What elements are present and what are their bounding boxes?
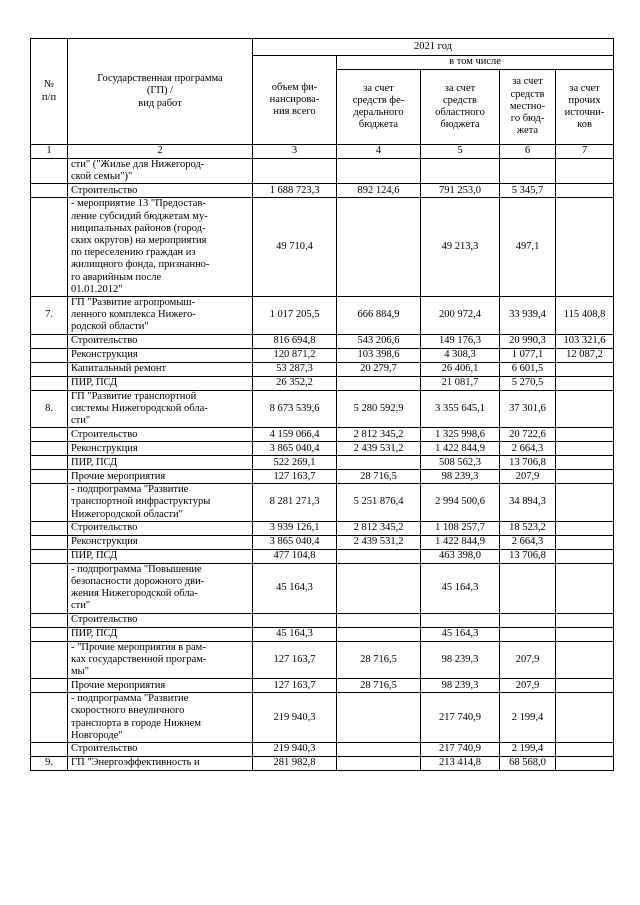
cell-total: 219 940,3 [253, 693, 337, 743]
cell-local: 207,9 [500, 679, 556, 693]
table-row [31, 297, 614, 335]
cell-regional: 3 355 645,1 [421, 390, 500, 428]
cell-regional: 98 239,3 [421, 679, 500, 693]
cell-regional: 1 422 844,9 [421, 442, 500, 456]
cell-regional: 213 414,8 [421, 757, 500, 771]
budget-table [30, 38, 614, 771]
cell-local [500, 159, 556, 184]
table-row [31, 376, 614, 390]
row-name: Строительство [68, 428, 253, 442]
cell-federal [337, 159, 421, 184]
cell-local: 2 664,3 [500, 442, 556, 456]
row-name: Строительство [68, 334, 253, 348]
table-row [31, 535, 614, 549]
table-row [31, 563, 614, 613]
cell-total: 53 287,3 [253, 362, 337, 376]
cell-total: 3 865 040,4 [253, 535, 337, 549]
row-name: Строительство [68, 184, 253, 198]
cell-total: 127 163,7 [253, 679, 337, 693]
cell-regional: 200 972,4 [421, 297, 500, 335]
row-name: ПИР, ПСД [68, 549, 253, 563]
cell-local: 34 894,3 [500, 484, 556, 522]
cell-federal: 103 398,6 [337, 348, 421, 362]
cell-other [556, 521, 614, 535]
cell-federal: 28 716,5 [337, 470, 421, 484]
row-number: 8. [31, 390, 68, 428]
col-number: 1 [31, 145, 68, 159]
cell-local: 20 990,3 [500, 334, 556, 348]
header-year: 2021 год [253, 39, 614, 56]
cell-total [253, 613, 337, 627]
row-number [31, 470, 68, 484]
table-header [31, 39, 614, 159]
row-name: - "Прочие мероприятия в рам- ках государственной програм- мы" [68, 641, 253, 679]
cell-local: 2 664,3 [500, 535, 556, 549]
cell-total: 1 017 205,5 [253, 297, 337, 335]
table-row [31, 470, 614, 484]
row-number [31, 184, 68, 198]
cell-other [556, 484, 614, 522]
col-number: 2 [68, 145, 253, 159]
cell-federal [337, 198, 421, 297]
row-number: 7. [31, 297, 68, 335]
cell-total: 127 163,7 [253, 641, 337, 679]
row-name: ПИР, ПСД [68, 376, 253, 390]
cell-regional: 45 164,3 [421, 563, 500, 613]
row-number [31, 428, 68, 442]
row-name: ПИР, ПСД [68, 627, 253, 641]
cell-regional: 217 740,9 [421, 743, 500, 757]
cell-total: 219 940,3 [253, 743, 337, 757]
row-name: Реконструкция [68, 535, 253, 549]
row-name: ГП "Энергоэффективность и [68, 757, 253, 771]
cell-regional [421, 613, 500, 627]
cell-total: 127 163,7 [253, 470, 337, 484]
table-row [31, 456, 614, 470]
col-number: 7 [556, 145, 614, 159]
row-name: Капитальный ремонт [68, 362, 253, 376]
cell-other [556, 428, 614, 442]
row-name: Реконструкция [68, 348, 253, 362]
cell-federal: 28 716,5 [337, 679, 421, 693]
cell-other [556, 549, 614, 563]
cell-total: 8 673 539,6 [253, 390, 337, 428]
table-row [31, 521, 614, 535]
cell-federal: 666 884,9 [337, 297, 421, 335]
cell-regional: 98 239,3 [421, 641, 500, 679]
row-name: Прочие мероприятия [68, 470, 253, 484]
table-row [31, 198, 614, 297]
cell-federal: 543 206,6 [337, 334, 421, 348]
cell-regional: 149 176,3 [421, 334, 500, 348]
cell-other [556, 563, 614, 613]
table-row [31, 334, 614, 348]
cell-other [556, 184, 614, 198]
cell-regional: 1 108 257,7 [421, 521, 500, 535]
cell-other [556, 159, 614, 184]
row-name: - подпрограмма "Развитие скоростного внеуличного транспорта в городе Нижнем Новгороде" [68, 693, 253, 743]
cell-regional: 217 740,9 [421, 693, 500, 743]
table-row [31, 757, 614, 771]
cell-federal [337, 757, 421, 771]
cell-federal [337, 456, 421, 470]
cell-total: 120 871,2 [253, 348, 337, 362]
col-number: 5 [421, 145, 500, 159]
cell-total: 3 939 126,1 [253, 521, 337, 535]
cell-federal: 20 279,7 [337, 362, 421, 376]
cell-local: 18 523,2 [500, 521, 556, 535]
cell-local: 5 270,5 [500, 376, 556, 390]
cell-total: 4 159 066,4 [253, 428, 337, 442]
cell-federal [337, 549, 421, 563]
row-number [31, 679, 68, 693]
table-row [31, 693, 614, 743]
row-name: сти" ("Жилье для Нижегород- ской семьи")" [68, 159, 253, 184]
cell-other [556, 693, 614, 743]
cell-local: 2 199,4 [500, 693, 556, 743]
table-row [31, 549, 614, 563]
row-number [31, 484, 68, 522]
table-row [31, 159, 614, 184]
cell-local: 207,9 [500, 470, 556, 484]
cell-regional: 1 325 998,6 [421, 428, 500, 442]
cell-regional: 508 562,3 [421, 456, 500, 470]
row-number [31, 535, 68, 549]
cell-total: 816 694,8 [253, 334, 337, 348]
table-row [31, 442, 614, 456]
cell-total: 1 688 723,3 [253, 184, 337, 198]
row-number [31, 348, 68, 362]
table-row [31, 679, 614, 693]
cell-local: 5 345,7 [500, 184, 556, 198]
cell-federal: 5 280 592,9 [337, 390, 421, 428]
cell-other: 12 087,2 [556, 348, 614, 362]
row-name: ГП "Развитие агропромыш- ленного комплекса Нижего- родской области" [68, 297, 253, 335]
cell-other [556, 535, 614, 549]
row-name: ПИР, ПСД [68, 456, 253, 470]
table-row [31, 627, 614, 641]
cell-total: 3 865 040,4 [253, 442, 337, 456]
cell-local [500, 563, 556, 613]
cell-federal [337, 743, 421, 757]
cell-other [556, 456, 614, 470]
cell-other: 115 408,8 [556, 297, 614, 335]
cell-other [556, 757, 614, 771]
cell-local: 13 706,8 [500, 549, 556, 563]
row-name: ГП "Развитие транспортной системы Нижегородской обла- сти" [68, 390, 253, 428]
row-name: - подпрограмма "Развитие транспортной инфраструктуры Нижегородской области" [68, 484, 253, 522]
cell-federal [337, 627, 421, 641]
cell-other [556, 470, 614, 484]
header-local: за счет средств местно- го бюд- жета [500, 70, 556, 145]
cell-local [500, 627, 556, 641]
row-number [31, 641, 68, 679]
header-program: Государственная программа (ГП) / вид работ [68, 39, 253, 145]
cell-other [556, 613, 614, 627]
row-number [31, 627, 68, 641]
cell-other [556, 376, 614, 390]
col-number: 6 [500, 145, 556, 159]
row-number [31, 521, 68, 535]
row-name: - мероприятие 13 "Предостав- ление субсидий бюджетам му- ниципальных районов (город- ских округов) на мероприятия по переселению граждан из жилищного фонда, признанно- го аварийным после 01.01.2012" [68, 198, 253, 297]
table-row [31, 184, 614, 198]
cell-federal: 2 812 345,2 [337, 521, 421, 535]
cell-federal: 28 716,5 [337, 641, 421, 679]
row-number [31, 198, 68, 297]
cell-regional: 21 081,7 [421, 376, 500, 390]
cell-local: 68 568,0 [500, 757, 556, 771]
cell-regional: 98 239,3 [421, 470, 500, 484]
cell-other [556, 641, 614, 679]
row-number: 9. [31, 757, 68, 771]
table-row [31, 348, 614, 362]
table-row [31, 743, 614, 757]
cell-other: 103 321,6 [556, 334, 614, 348]
cell-regional: 791 253,0 [421, 184, 500, 198]
cell-local: 33 939,4 [500, 297, 556, 335]
cell-federal: 2 439 531,2 [337, 442, 421, 456]
table-body [31, 159, 614, 771]
cell-local: 6 601,5 [500, 362, 556, 376]
table-row [31, 362, 614, 376]
row-number [31, 334, 68, 348]
cell-total: 8 281 271,3 [253, 484, 337, 522]
cell-total [253, 159, 337, 184]
cell-local: 207,9 [500, 641, 556, 679]
row-number [31, 743, 68, 757]
row-name: Строительство [68, 743, 253, 757]
cell-total: 26 352,2 [253, 376, 337, 390]
cell-regional: 4 308,3 [421, 348, 500, 362]
col-number: 3 [253, 145, 337, 159]
header-including: в том числе [337, 56, 614, 70]
col-number: 4 [337, 145, 421, 159]
row-number [31, 693, 68, 743]
cell-regional: 463 398,0 [421, 549, 500, 563]
cell-regional: 2 994 500,6 [421, 484, 500, 522]
cell-total: 45 164,3 [253, 627, 337, 641]
row-number [31, 563, 68, 613]
table-row [31, 641, 614, 679]
cell-total: 477 104,8 [253, 549, 337, 563]
row-name: - подпрограмма "Повышение безопасности дорожного дви- жения Нижегородской обла- сти" [68, 563, 253, 613]
row-number [31, 362, 68, 376]
cell-other [556, 679, 614, 693]
cell-regional [421, 159, 500, 184]
cell-local: 13 706,8 [500, 456, 556, 470]
cell-federal: 2 812 345,2 [337, 428, 421, 442]
cell-regional: 1 422 844,9 [421, 535, 500, 549]
column-number-row [31, 145, 614, 159]
header-num: № п/п [31, 39, 68, 145]
cell-total: 45 164,3 [253, 563, 337, 613]
cell-regional: 49 213,3 [421, 198, 500, 297]
cell-local: 1 077,1 [500, 348, 556, 362]
cell-total: 281 982,8 [253, 757, 337, 771]
cell-federal [337, 376, 421, 390]
cell-local: 37 301,6 [500, 390, 556, 428]
cell-other [556, 362, 614, 376]
row-number [31, 442, 68, 456]
table-row [31, 390, 614, 428]
cell-local: 20 722,6 [500, 428, 556, 442]
table-row [31, 428, 614, 442]
row-name: Строительство [68, 613, 253, 627]
row-number [31, 376, 68, 390]
cell-local [500, 613, 556, 627]
cell-regional: 45 164,3 [421, 627, 500, 641]
row-number [31, 159, 68, 184]
cell-federal: 2 439 531,2 [337, 535, 421, 549]
cell-regional: 26 406,1 [421, 362, 500, 376]
cell-local: 2 199,4 [500, 743, 556, 757]
header-federal: за счет средств фе- дерального бюджета [337, 70, 421, 145]
cell-federal [337, 693, 421, 743]
cell-other [556, 390, 614, 428]
cell-total: 49 710,4 [253, 198, 337, 297]
cell-other [556, 743, 614, 757]
header-regional: за счет средств областного бюджета [421, 70, 500, 145]
row-name: Реконструкция [68, 442, 253, 456]
row-number [31, 613, 68, 627]
cell-local: 497,1 [500, 198, 556, 297]
header-total: объем фи- нансирова- ния всего [253, 56, 337, 145]
cell-other [556, 198, 614, 297]
table-row [31, 484, 614, 522]
table-row [31, 613, 614, 627]
cell-total: 522 269,1 [253, 456, 337, 470]
header-other: за счет прочих источни- ков [556, 70, 614, 145]
cell-federal: 5 251 876,4 [337, 484, 421, 522]
cell-other [556, 442, 614, 456]
cell-federal [337, 563, 421, 613]
row-name: Прочие мероприятия [68, 679, 253, 693]
cell-federal [337, 613, 421, 627]
cell-other [556, 627, 614, 641]
row-number [31, 456, 68, 470]
cell-federal: 892 124,6 [337, 184, 421, 198]
row-number [31, 549, 68, 563]
row-name: Строительство [68, 521, 253, 535]
